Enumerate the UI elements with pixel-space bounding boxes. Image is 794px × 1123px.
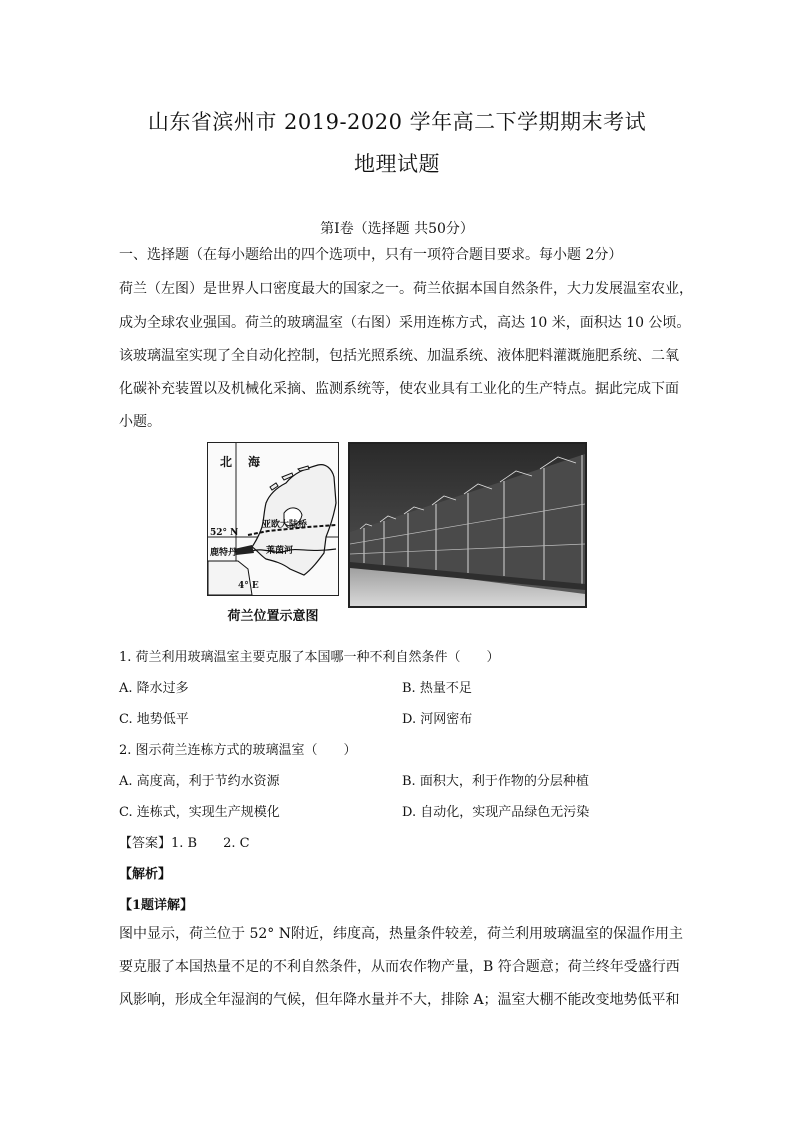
analysis-line: 风影响，形成全年湿润的气候，但年降水量并不大，排除 A；温室大棚不能改变地势低平和 [119,992,680,1008]
passage-line: 该玻璃温室实现了全自动化控制，包括光照系统、加温系统、液体肥料灌溉施肥系统、二氧 [119,348,679,364]
question-stem: 1. 荷兰利用玻璃温室主要克服了本国哪一种不利自然条件（ ） [119,650,500,665]
question-option: B. 面积大，利于作物的分层种植 [402,774,589,789]
analysis-label: 【解析】 [119,867,172,882]
greenhouse-drawing [350,444,585,606]
map-label-river: 莱茵河 [266,546,294,556]
map-caption: 荷兰位置示意图 [227,609,319,624]
section-heading: 一、选择题（在每小题给出的四个选项中，只有一项符合题目要求。每小题 2分） [119,247,623,263]
map-label-longitude: 4° E [238,581,259,591]
greenhouse-photo [348,442,587,608]
answer-line: 【答案】1. B 2. C [119,836,250,851]
question-option: D. 自动化，实现产品绿色无污染 [402,805,590,820]
passage-line: 化碳补充装置以及机械化采摘、监测系统等，使农业具有工业化的生产特点。据此完成下面 [119,381,679,397]
question-option: B. 热量不足 [402,681,472,696]
passage-line: 小题。 [119,414,161,430]
question-option: A. 降水过多 [119,681,189,696]
map-label-city: 鹿特丹 [210,548,238,558]
detail-label: 【1题详解】 [119,898,194,913]
volume-heading: 第Ⅰ卷（选择题 共50分） [320,221,474,237]
passage-line: 荷兰（左图）是世界人口密度最大的国家之一。荷兰依据本国自然条件，大力发展温室农业， [119,281,693,297]
exam-title: 山东省滨州市 2019-2020 学年高二下学期期末考试 [147,110,647,134]
question-option: D. 河网密布 [402,712,473,727]
map-label-sea: 海 [248,455,261,469]
map-label-north: 北 [220,455,233,469]
figure [207,442,585,624]
question-option: C. 地势低平 [119,712,189,727]
subject-title: 地理试题 [354,152,440,176]
question-option: A. 高度高，利于节约水资源 [119,774,280,789]
analysis-line: 图中显示，荷兰位于 52° N附近，纬度高，热量条件较差，荷兰利用玻璃温室的保温作用主 [119,926,683,942]
map-label-latitude: 52° N [210,528,239,538]
analysis-line: 要克服了本国热量不足的不利自然条件，从而农作物产量，B 符合题意；荷兰终年受盛行西 [119,959,680,975]
passage-line: 成为全球农业强国。荷兰的玻璃温室（右图）采用连栋方式，高达 10 米，面积达 10 公顷。 [119,315,691,331]
map-label-bridge: 亚欧大陆桥 [262,520,308,530]
question-stem: 2. 图示荷兰连栋方式的玻璃温室（ ） [119,743,357,758]
question-option: C. 连栋式，实现生产规模化 [119,805,280,820]
netherlands-map [207,442,339,596]
